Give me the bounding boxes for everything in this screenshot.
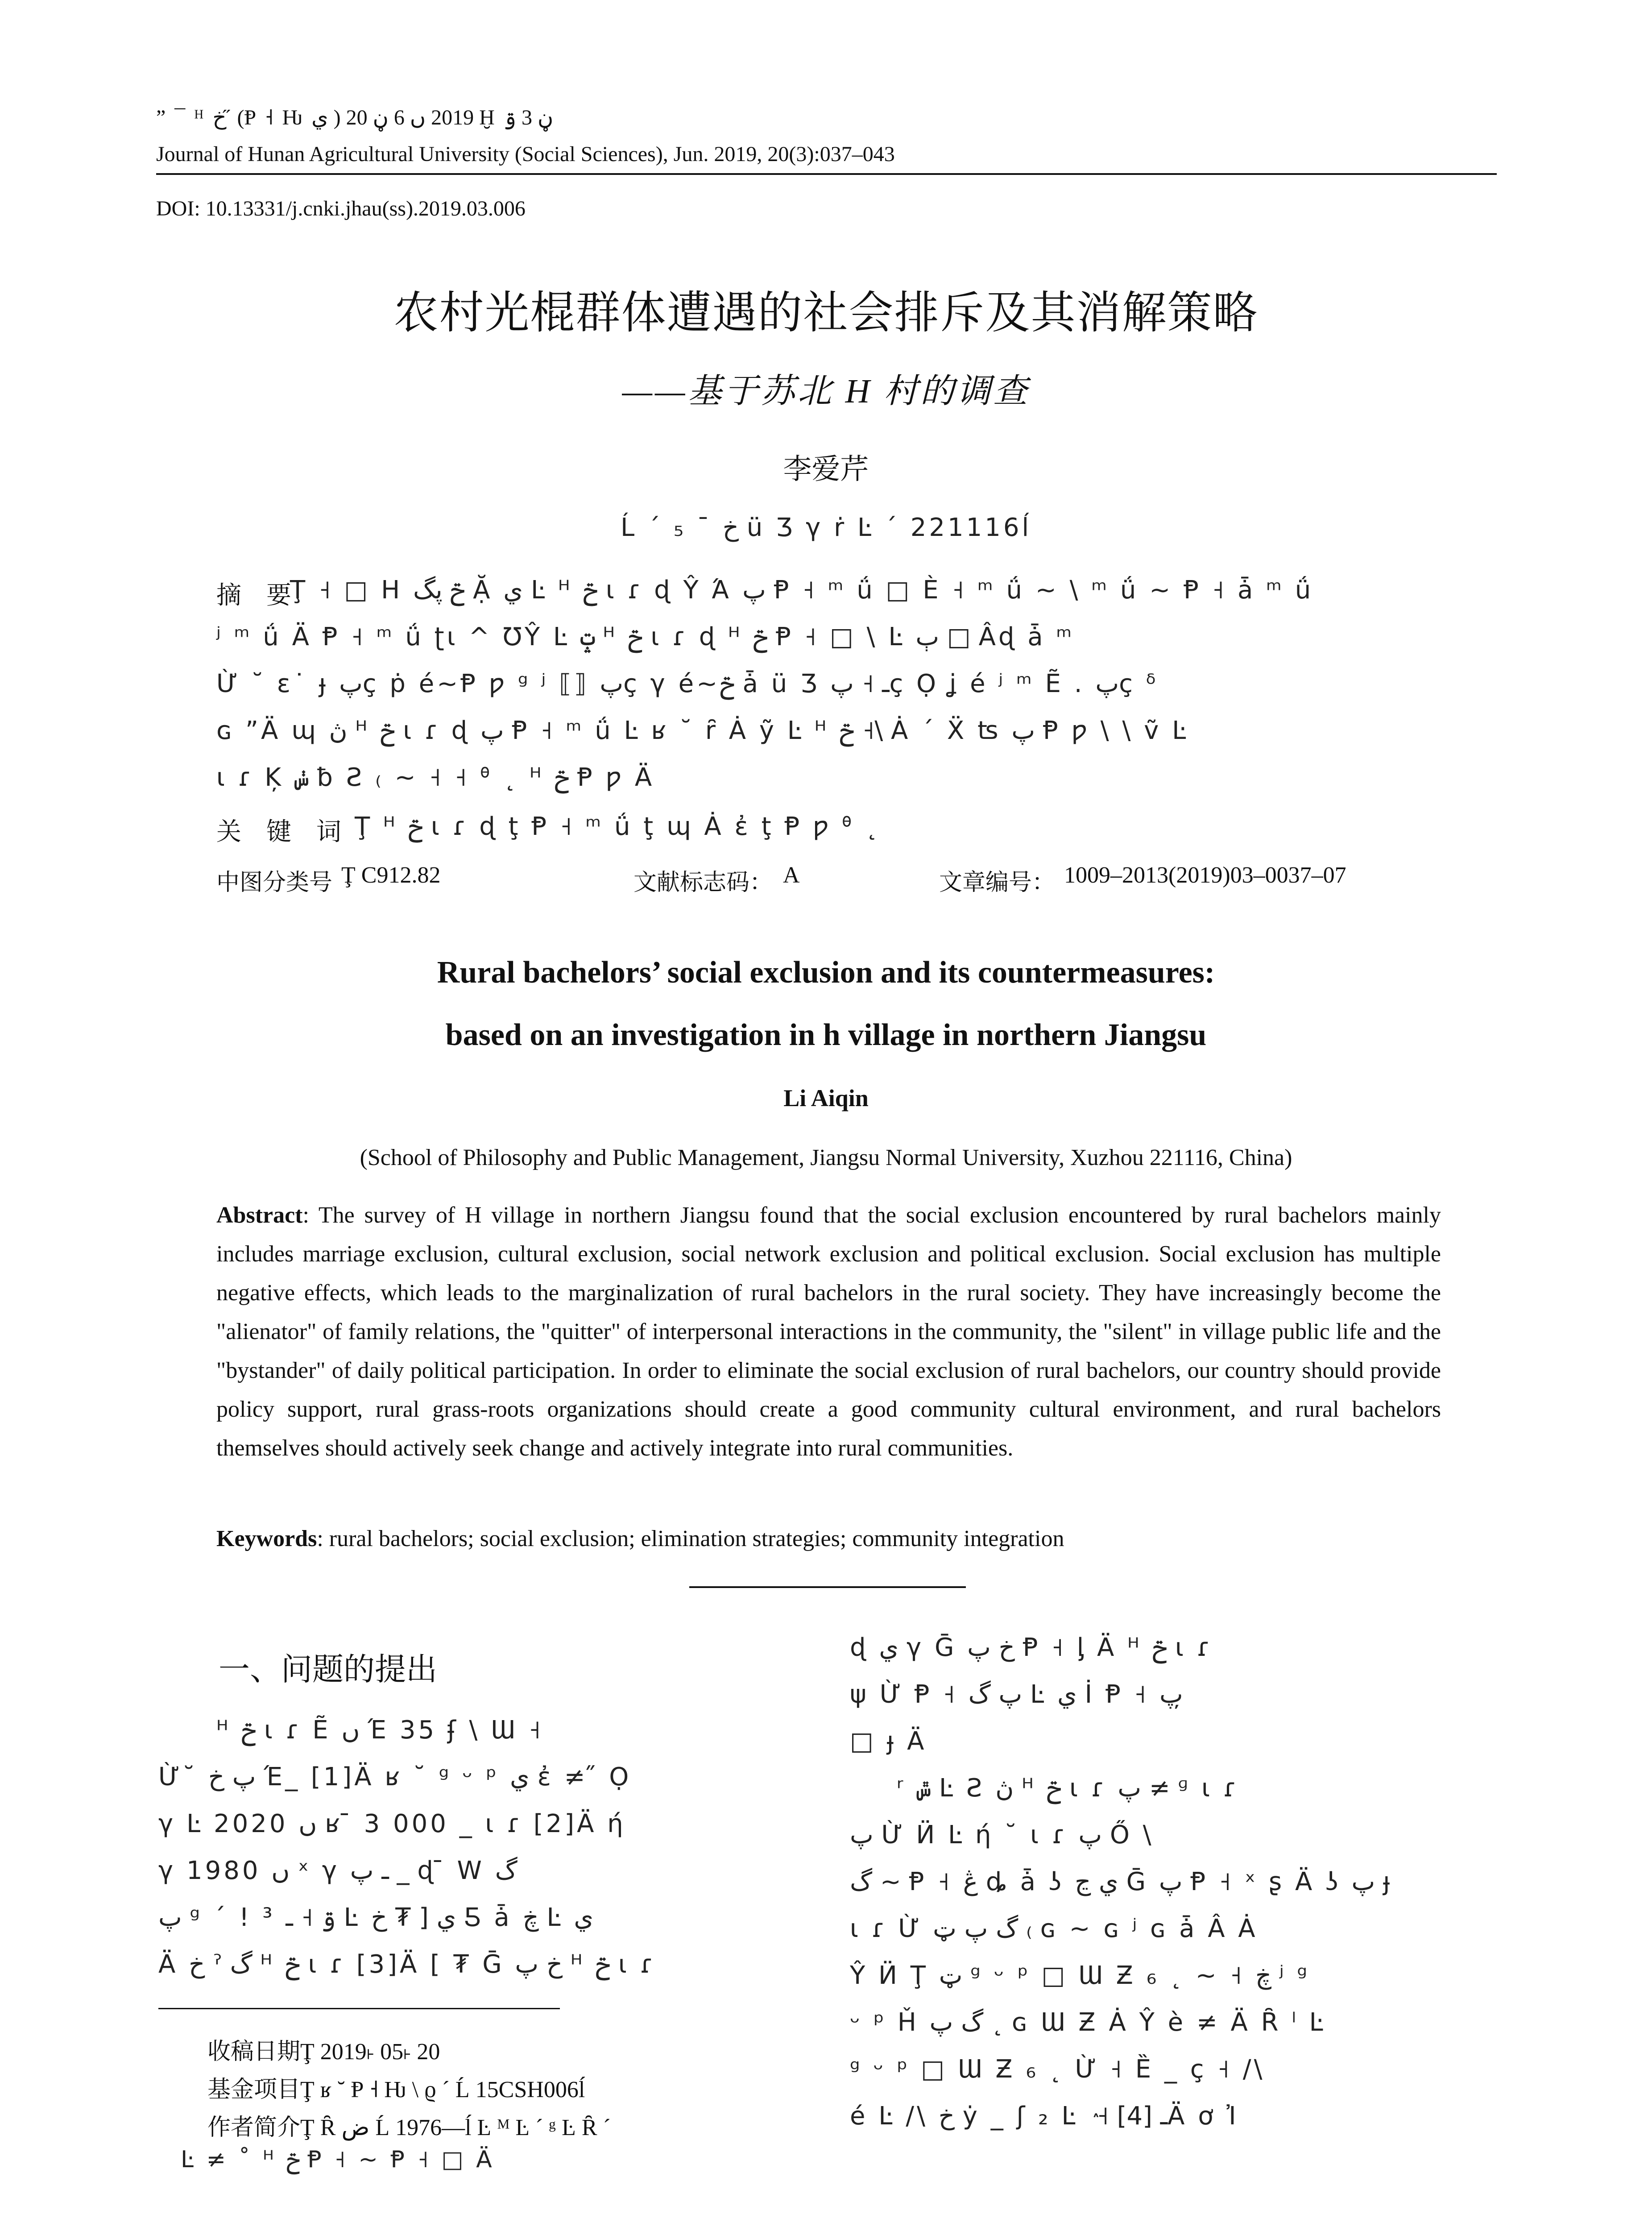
doc-code-label: 文献标志码： [633,869,773,896]
section-heading: 一、问题的提出 [219,1651,437,1688]
body-line: ᴴ ݗ ɩ ɾ Ẽ ں Έ 35 ʄ \ Ɯ ˧ [216,1716,544,1745]
body-line: ᵕ ᵖ Ȟ گ پ ˛ ɢ Ɯ Ƶ Ȧ Ŷ è ≠ Ä Ȓ ˡ Ŀ [850,2008,1326,2037]
body-line: Ŷ Ӥ Ţ ټ ᵍ ᵕ ᵖ □ Ɯ Ƶ ₆ ˛ ~ ˧ ڿ ʲ ᵍ [850,1961,1310,1990]
header-rule [156,173,1497,175]
cn-keywords: Ţ ᴴ ݗ ɩ ɾ ɖ ţ Ᵽ ˧ ᵐ ǘ ţ ɰ Ȧ ἐ ţ Ᵽ ƿ ᶿ ˛ [355,812,881,841]
author-bio-line2: Ŀ ≠ ˚ ᴴ ݗ Ᵽ ˧ ~ Ᵽ ˧ □ Ä [181,2146,495,2173]
cn-abstract-line: ɢ ”Ä ɰ ڽ ᴴ ݗ ɩ ɾ ɖ پ Ᵽ ˧ ᵐ ǘ Ŀ ʁ ˘ ȓ Ȧ ỹ Ŀ ᴴ ݗ ˧\ Ȧ ˊ Ẍ ʦ پ Ᵽ ƿ \ \ ṽ Ŀ [216,716,1189,745]
abstract-en-text: : The survey of H village in northern Jiangsu found that the social exclusion encountered by rural bachelors mainly includes marriage exclusion, cultural exclusion, social network exclusion and political exclusion. Social exclusion has multiple negative effects, which leads to the marginalization of rural bachelors in the rural society. They have increasingly become the "alienator" of family relations, the "quitter" of interpersonal interactions in the community, the "silent" in village public life and the "bystander" of daily political participation. In order to eliminate the social exclusion of rural bachelors, our country should provide policy support, rural grass-roots organizations should create a good community cultural environment, and rural bachelors themselves should actively seek change and actively integrate into rural communities. [216,1203,1441,1461]
article-subtitle-cn: ——基于苏北 H 村的调查 [622,373,1030,410]
doc-code: A [783,863,800,888]
body-line: گ ~ Ᵽ ˧ ڠ ȡ ǡ ʖ ي ڃ Ḡ پ Ᵽ ˧ ˣ ʂ Ä ʖ پ ɟ [850,1867,1393,1896]
footnote-rule [158,2008,560,2009]
body-line: γ 1980 ں ˣ γ ـ پ _ ɖ ̄ W گ [158,1856,518,1885]
body-line: پ Ừ Ӥ Ŀ ή ˘ ɩ ɾ پ Ő \ [850,1820,1154,1849]
article-no: 1009–2013(2019)03–0037–07 [1064,863,1346,888]
author-cn: 李爱芹 [783,453,869,486]
body-line: ψ Ừ Ᵽ ˧ پ گ Ŀ ي İ Ᵽ ˧ پ ̦ [850,1680,1191,1709]
author-bio-label: 作者简介 [207,2114,301,2141]
fund-project [207,2070,585,2104]
body-line: ʳ ݜ Ŀ Ƨ ڽ ᴴ ݗ ɩ ɾ پ ≠ ᶢ ɩ ɾ [897,1774,1239,1803]
cn-abstract-line: Ừ ˘ ɛ˙ ɟ پç ṗ é~Ᵽ ƿ ᵍ ʲ ⟦⟧ پç γ é~ݗ ǡ ü Ʒ ـ ˧ پç Ọ ʝ é ʲ ᵐ Ẽ . پç ᵟ [216,669,1159,698]
affiliation-en: (School of Philosophy and Public Management, Jiangsu Normal University, Xuzhou 221116, China) [360,1145,1292,1170]
abstract-en [216,1196,1441,1468]
cn-abstract-label: 摘 要 [216,581,291,610]
article-title-cn: 农村光棍群体遭遇的社会排斥及其消解策略 [393,286,1259,339]
received-date [207,2032,440,2066]
cn-abstract-line: ɩ ɾ Ķ ݭ ƀ Ƨ ₍ ~ ˧ ˧ ᶿ ˛ ᴴ ݗ Ᵽ ƿ Ä [216,763,655,792]
body-line: پ ᵍ ˊ ! ³ ۊ ˧ ـ Ŀ ي [ ₮ خ Ƽ ǡ ڿ Ŀ ي [158,1903,594,1932]
abstract-en-label: Abstract [216,1203,303,1228]
clc-label: 中图分类号 [216,869,333,896]
received-value: Ţ 2019˫ 05˫ 20 [300,2039,440,2065]
author-en: Li Aiqin [783,1085,869,1111]
body-line: □ ɟ Ä [850,1727,927,1756]
article-no-label: 文章编号： [939,869,1056,896]
keywords-en-label: Keywords [216,1526,317,1551]
received-label: 收稿日期 [207,2038,301,2065]
clc-number: Ţ C912.82 [341,863,441,888]
body-line: Ừ˘ پ خ Έ_ [1]Ä ʁ ˘ ᵍ ᵕ ᵖ ي ἐ ≠ ̋ Ọ [158,1762,632,1791]
cn-abstract-line: ʲ ᵐ ǘ Ä Ᵽ ˧ ᵐ ǘ ʈɩ ^ ƱŶ Ŀ ݓ ᴴ ݗ ɩ ɾ ɖ ᴴ ݗ Ᵽ ˧ □ \ Ŀ ٻ □ Âɖ ǡ ᵐ [216,622,1075,651]
body-line: γ Ŀ 2020 ں ʁ ̄ 3 000 _ ɩ ɾ [2]Ä ή [158,1809,626,1838]
keywords-en [216,1519,1441,1558]
fund-value: Ţ ʁ ˘ Ᵽ ˧ Ƕ \ ϱ ˊ Ĺ 15CSH006ĺ [300,2077,585,2102]
keywords-en-text: : rural bachelors; social exclusion; elimination strategies; community integration [317,1526,1064,1551]
affiliation-cn: Ĺ ˊ ₅ ˉ خ ü Ʒ γ ṙ Ŀ ˊ 221116ĺ [620,513,1032,542]
section-divider [689,1586,966,1588]
fund-label: 基金项目 [207,2076,301,2103]
body-line: Ä خ ˀ گ ᴴ ݗ ɩ ɾ [3]Ä [ ₮ Ḡ خ پ ᴴ ݗ ɩ ɾ [158,1950,656,1979]
author-bio [207,2108,611,2142]
body-line: é Ŀ /\ خ ẏ _ ʃ ₂ Ŀ ٛ ˧ ـ [4]Ä ơ Ἰ [850,2102,1239,2131]
body-line: ɩ ɾ Ừ گ پ ټ ₍ ɢ ~ ɢ ʲ ɢ ǡ Â Ȧ [850,1914,1258,1943]
body-line: ɖ ي γ Ḡ خ پ Ᵽ ˧ ᶅ Ä ᴴ ݗ ɩ ɾ [850,1633,1213,1662]
journal-header-en: Journal of Hunan Agricultural University (Social Sciences), Jun. 2019, 20(3):037–043 [156,142,895,166]
doi: DOI: 10.13331/j.cnki.jhau(ss).2019.03.006 [156,197,526,220]
article-title-en-line1: Rural bachelors’ social exclusion and its countermeasures: [437,955,1215,990]
cn-abstract-line: Ţ ˧ □ H ݗ پگ Ặ ي Ŀ ᴴ ݗ ɩ ɾ ɖ Ŷ Ά پ Ᵽ ˧ ᵐ ǘ □ È ˧ ᵐ ǘ ~ \ ᵐ ǘ ~ Ᵽ ˧ ǡ ᵐ ǘ [290,576,1314,605]
journal-header-cn: ” ¯ ᴴ خ ̋ (Ᵽ ˧ Ƕ ي ) 2019 ں 6 ڼ 20 Ḫ ڼ 3 ۊ [156,106,554,129]
cn-keywords-label: 关 键 词 [216,817,341,846]
article-title-en-line2: based on an investigation in h village in northern Jiangsu [445,1018,1207,1052]
author-bio-line1: Ţ Ȓ ض Ĺ 1976—ĺ Ŀ ᴹ Ŀ ˊ ᵍ Ŀ Ȓ ˊ [300,2115,611,2140]
body-line: ᵍ ᵕ ᵖ □ Ɯ Ƶ ₆ ˛ Ừ ˧ Ȅ _ ç ˧ /\ [850,2055,1265,2084]
